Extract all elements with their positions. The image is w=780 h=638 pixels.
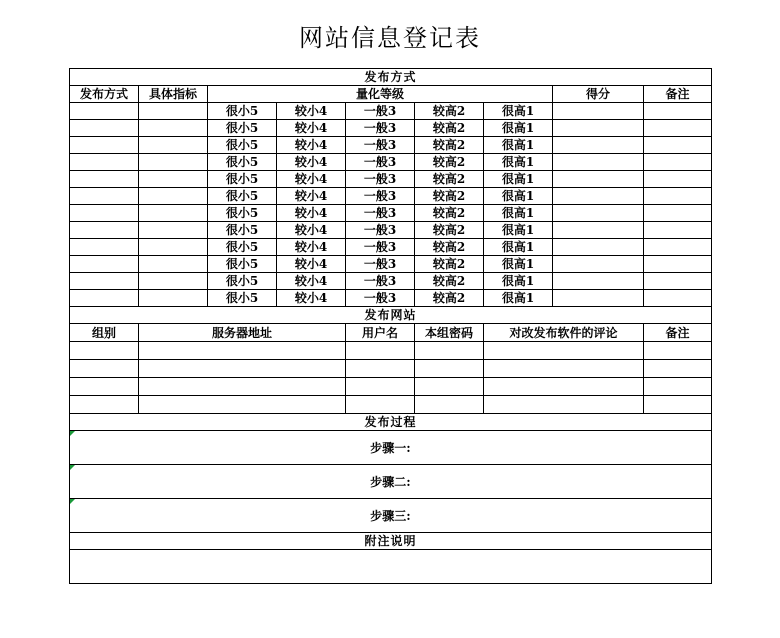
method-row — [70, 239, 712, 256]
group-cell[interactable] — [70, 396, 139, 414]
indicator-cell[interactable] — [139, 222, 208, 239]
method-row — [70, 205, 712, 222]
level-option[interactable]: 一般3 — [346, 222, 415, 239]
level-option[interactable]: 很高1 — [484, 188, 553, 205]
level-option[interactable]: 很小5 — [208, 290, 277, 307]
score-cell[interactable] — [553, 154, 644, 171]
comment-cell[interactable] — [484, 378, 644, 396]
method-row — [70, 188, 712, 205]
score-cell[interactable] — [553, 171, 644, 188]
level-option[interactable]: 很小5 — [208, 273, 277, 290]
level-option[interactable]: 一般3 — [346, 256, 415, 273]
remark-cell[interactable] — [644, 103, 712, 120]
step-one-field[interactable] — [70, 431, 712, 465]
comment-cell[interactable] — [484, 342, 644, 360]
step-label: 步骤一: — [370, 440, 411, 455]
level-option[interactable]: 较高2 — [415, 239, 484, 256]
indicator-cell[interactable] — [139, 154, 208, 171]
level-option[interactable]: 一般3 — [346, 273, 415, 290]
level-option[interactable]: 较高2 — [415, 188, 484, 205]
method-row — [70, 273, 712, 290]
level-option[interactable]: 较小4 — [277, 120, 346, 137]
level-option[interactable]: 较高2 — [415, 290, 484, 307]
group-cell[interactable] — [70, 378, 139, 396]
score-cell[interactable] — [553, 222, 644, 239]
level-option[interactable]: 较高2 — [415, 120, 484, 137]
header-username: 用户名 — [346, 324, 415, 342]
indicator-cell[interactable] — [139, 273, 208, 290]
level-option[interactable]: 较高2 — [415, 154, 484, 171]
site-row — [70, 360, 712, 378]
indicator-cell[interactable] — [139, 171, 208, 188]
level-option[interactable]: 很小5 — [208, 239, 277, 256]
level-option[interactable]: 很高1 — [484, 120, 553, 137]
header-score: 得分 — [553, 86, 644, 103]
level-option[interactable]: 很高1 — [484, 103, 553, 120]
level-option[interactable]: 很高1 — [484, 273, 553, 290]
score-cell[interactable] — [553, 239, 644, 256]
method-row — [70, 171, 712, 188]
header-quantization-level: 量化等级 — [208, 86, 553, 103]
section-publish-process: 发布过程 — [70, 414, 712, 431]
indicator-cell[interactable] — [139, 103, 208, 120]
level-option[interactable]: 很小5 — [208, 154, 277, 171]
level-option[interactable]: 较高2 — [415, 222, 484, 239]
remark-cell[interactable] — [644, 273, 712, 290]
publish-method-cell[interactable] — [70, 205, 139, 222]
level-option[interactable]: 一般3 — [346, 205, 415, 222]
publish-method-cell[interactable] — [70, 154, 139, 171]
score-cell[interactable] — [553, 273, 644, 290]
comment-marker — [70, 431, 75, 436]
level-option[interactable]: 很小5 — [208, 120, 277, 137]
method-row — [70, 137, 712, 154]
level-option[interactable]: 较小4 — [277, 290, 346, 307]
site-row — [70, 378, 712, 396]
indicator-cell[interactable] — [139, 290, 208, 307]
level-option[interactable]: 一般3 — [346, 290, 415, 307]
level-option[interactable]: 一般3 — [346, 137, 415, 154]
group-cell[interactable] — [70, 342, 139, 360]
group-cell[interactable] — [70, 360, 139, 378]
remark-cell[interactable] — [644, 188, 712, 205]
level-option[interactable]: 一般3 — [346, 154, 415, 171]
level-option[interactable]: 很小5 — [208, 171, 277, 188]
level-option[interactable]: 较小4 — [277, 256, 346, 273]
level-option[interactable]: 较小4 — [277, 137, 346, 154]
level-option[interactable]: 一般3 — [346, 171, 415, 188]
site-row — [70, 342, 712, 360]
remark-cell[interactable] — [644, 205, 712, 222]
site-remark-cell[interactable] — [644, 360, 712, 378]
publish-method-cell[interactable] — [70, 120, 139, 137]
page-title: 网站信息登记表 — [299, 24, 481, 52]
publish-method-cell[interactable] — [70, 222, 139, 239]
level-option[interactable]: 很高1 — [484, 239, 553, 256]
header-remark: 备注 — [644, 86, 712, 103]
level-option[interactable]: 很高1 — [484, 205, 553, 222]
publish-method-cell[interactable] — [70, 290, 139, 307]
method-row — [70, 120, 712, 137]
notes-field[interactable] — [70, 550, 712, 584]
publish-method-cell[interactable] — [70, 137, 139, 154]
level-option[interactable]: 很高1 — [484, 290, 553, 307]
level-option[interactable]: 很小5 — [208, 188, 277, 205]
publish-method-cell[interactable] — [70, 171, 139, 188]
comment-cell[interactable] — [484, 396, 644, 414]
password-cell[interactable] — [415, 360, 484, 378]
remark-cell[interactable] — [644, 137, 712, 154]
level-option[interactable]: 很高1 — [484, 222, 553, 239]
score-cell[interactable] — [553, 290, 644, 307]
level-option[interactable]: 很小5 — [208, 137, 277, 154]
server-address-cell[interactable] — [139, 378, 346, 396]
level-option[interactable]: 较小4 — [277, 154, 346, 171]
step-label: 步骤二: — [370, 474, 411, 489]
comment-cell[interactable] — [484, 360, 644, 378]
level-option[interactable]: 较小4 — [277, 171, 346, 188]
remark-cell[interactable] — [644, 154, 712, 171]
level-option[interactable]: 很高1 — [484, 171, 553, 188]
level-option[interactable]: 较高2 — [415, 171, 484, 188]
method-row — [70, 222, 712, 239]
publish-method-cell[interactable] — [70, 256, 139, 273]
level-option[interactable]: 很高1 — [484, 154, 553, 171]
site-row — [70, 396, 712, 414]
username-cell[interactable] — [346, 360, 415, 378]
level-option[interactable]: 较高2 — [415, 205, 484, 222]
server-address-cell[interactable] — [139, 342, 346, 360]
remark-cell[interactable] — [644, 120, 712, 137]
level-option[interactable]: 较高2 — [415, 273, 484, 290]
comment-marker — [70, 465, 75, 470]
level-option[interactable]: 较高2 — [415, 256, 484, 273]
section-publish-sites: 发布网站 — [70, 307, 712, 324]
level-option[interactable]: 很高1 — [484, 137, 553, 154]
level-option[interactable]: 很高1 — [484, 256, 553, 273]
step-two-field[interactable] — [70, 465, 712, 499]
level-option[interactable]: 很小5 — [208, 205, 277, 222]
score-cell[interactable] — [553, 205, 644, 222]
indicator-cell[interactable] — [139, 205, 208, 222]
level-option[interactable]: 较高2 — [415, 103, 484, 120]
score-cell[interactable] — [553, 103, 644, 120]
level-option[interactable]: 较小4 — [277, 222, 346, 239]
username-cell[interactable] — [346, 396, 415, 414]
step-label: 步骤三: — [370, 508, 411, 523]
site-remark-cell[interactable] — [644, 342, 712, 360]
publish-method-cell[interactable] — [70, 188, 139, 205]
level-option[interactable]: 较高2 — [415, 137, 484, 154]
publish-method-cell[interactable] — [70, 273, 139, 290]
score-cell[interactable] — [553, 188, 644, 205]
comment-marker — [70, 499, 75, 504]
indicator-cell[interactable] — [139, 137, 208, 154]
score-cell[interactable] — [553, 137, 644, 154]
registration-table — [69, 68, 712, 584]
publish-method-cell[interactable] — [70, 103, 139, 120]
method-row — [70, 154, 712, 171]
header-server-address: 服务器地址 — [139, 324, 346, 342]
level-option[interactable]: 较小4 — [277, 239, 346, 256]
method-row — [70, 103, 712, 120]
username-cell[interactable] — [346, 342, 415, 360]
level-option[interactable]: 较小4 — [277, 205, 346, 222]
password-cell[interactable] — [415, 378, 484, 396]
remark-cell[interactable] — [644, 290, 712, 307]
section-publish-method: 发布方式 — [70, 69, 712, 86]
password-cell[interactable] — [415, 396, 484, 414]
level-option[interactable]: 较小4 — [277, 273, 346, 290]
indicator-cell[interactable] — [139, 256, 208, 273]
header-publish-method: 发布方式 — [70, 86, 139, 103]
remark-cell[interactable] — [644, 222, 712, 239]
password-cell[interactable] — [415, 342, 484, 360]
step-three-field[interactable] — [70, 499, 712, 533]
header-password: 本组密码 — [415, 324, 484, 342]
level-option[interactable]: 一般3 — [346, 120, 415, 137]
remark-cell[interactable] — [644, 171, 712, 188]
indicator-cell[interactable] — [139, 239, 208, 256]
level-option[interactable]: 较小4 — [277, 103, 346, 120]
level-option[interactable]: 很小5 — [208, 222, 277, 239]
score-cell[interactable] — [553, 256, 644, 273]
remark-cell[interactable] — [644, 256, 712, 273]
section-notes: 附注说明 — [70, 533, 712, 550]
level-option[interactable]: 很小5 — [208, 256, 277, 273]
score-cell[interactable] — [553, 120, 644, 137]
site-remark-cell[interactable] — [644, 396, 712, 414]
method-row — [70, 256, 712, 273]
level-option[interactable]: 很小5 — [208, 103, 277, 120]
header-specific-indicator: 具体指标 — [139, 86, 208, 103]
username-cell[interactable] — [346, 378, 415, 396]
header-software-comment: 对改发布软件的评论 — [484, 324, 644, 342]
level-option[interactable]: 一般3 — [346, 239, 415, 256]
level-option[interactable]: 较小4 — [277, 188, 346, 205]
indicator-cell[interactable] — [139, 120, 208, 137]
method-row — [70, 290, 712, 307]
server-address-cell[interactable] — [139, 396, 346, 414]
level-option[interactable]: 一般3 — [346, 103, 415, 120]
indicator-cell[interactable] — [139, 188, 208, 205]
header-group: 组别 — [70, 324, 139, 342]
server-address-cell[interactable] — [139, 360, 346, 378]
remark-cell[interactable] — [644, 239, 712, 256]
level-option[interactable]: 一般3 — [346, 188, 415, 205]
publish-method-cell[interactable] — [70, 239, 139, 256]
header-site-remark: 备注 — [644, 324, 712, 342]
site-remark-cell[interactable] — [644, 378, 712, 396]
